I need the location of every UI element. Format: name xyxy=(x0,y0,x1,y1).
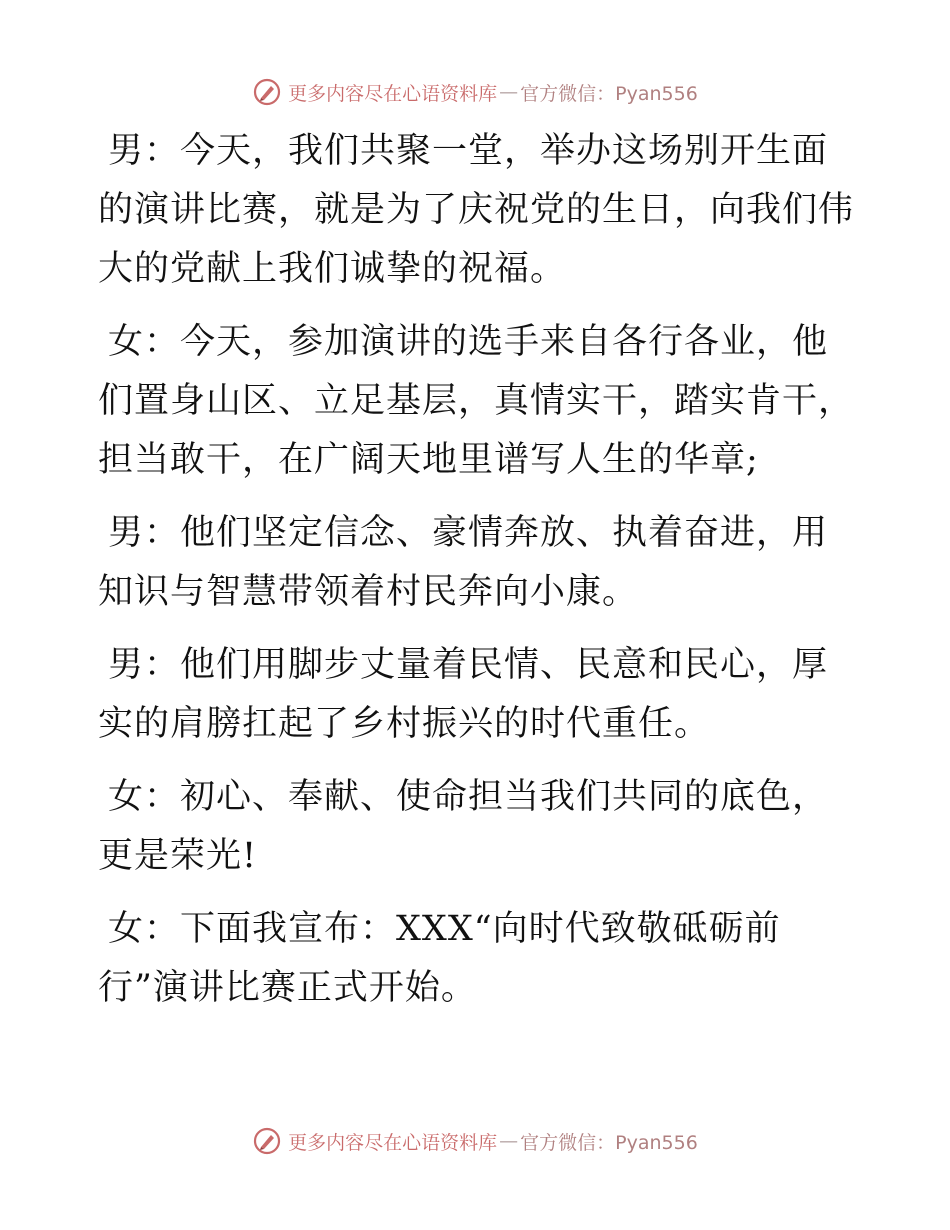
watermark-wechat-text: 官方微信：Pyan556 xyxy=(520,82,698,105)
pen-logo-icon xyxy=(252,1126,282,1156)
paragraph-2: 女：今天，参加演讲的选手来自各行各业，他们置身山区、立足基层，真情实干，踏实肯干，担当敢干，在广阔天地里谱写人生的华章; xyxy=(98,322,855,480)
document-body xyxy=(98,122,858,1032)
watermark-dash: — xyxy=(499,1130,519,1152)
paragraph-5: 女：初心、奉献、使命担当我们共同的底色，更是荣光! xyxy=(98,777,829,876)
paragraph-1: 男：今天，我们共聚一堂，举办这场别开生面的演讲比赛，就是为了庆祝党的生日，向我们伟大的党献上我们诚挚的祝福。 xyxy=(98,131,855,289)
watermark-wechat-text: 官方微信：Pyan556 xyxy=(520,1131,698,1154)
paragraph-6: 女：下面我宣布：XXX“向时代致敬砥砺前行”演讲比赛正式开始。 xyxy=(98,909,781,1008)
header-watermark xyxy=(0,72,950,112)
watermark-lead-text: 更多内容尽在心语资料库 xyxy=(288,1131,498,1154)
paragraph-3: 男：他们坚定信念、豪情奔放、执着奋进，用知识与智慧带领着村民奔向小康。 xyxy=(98,513,829,612)
paragraph-4: 男：他们用脚步丈量着民情、民意和民心，厚实的肩膀扛起了乡村振兴的时代重任。 xyxy=(98,645,829,744)
watermark-dash: — xyxy=(499,81,519,103)
pen-logo-icon xyxy=(252,77,282,107)
watermark-lead-text: 更多内容尽在心语资料库 xyxy=(288,82,498,105)
footer-watermark xyxy=(0,1121,950,1161)
